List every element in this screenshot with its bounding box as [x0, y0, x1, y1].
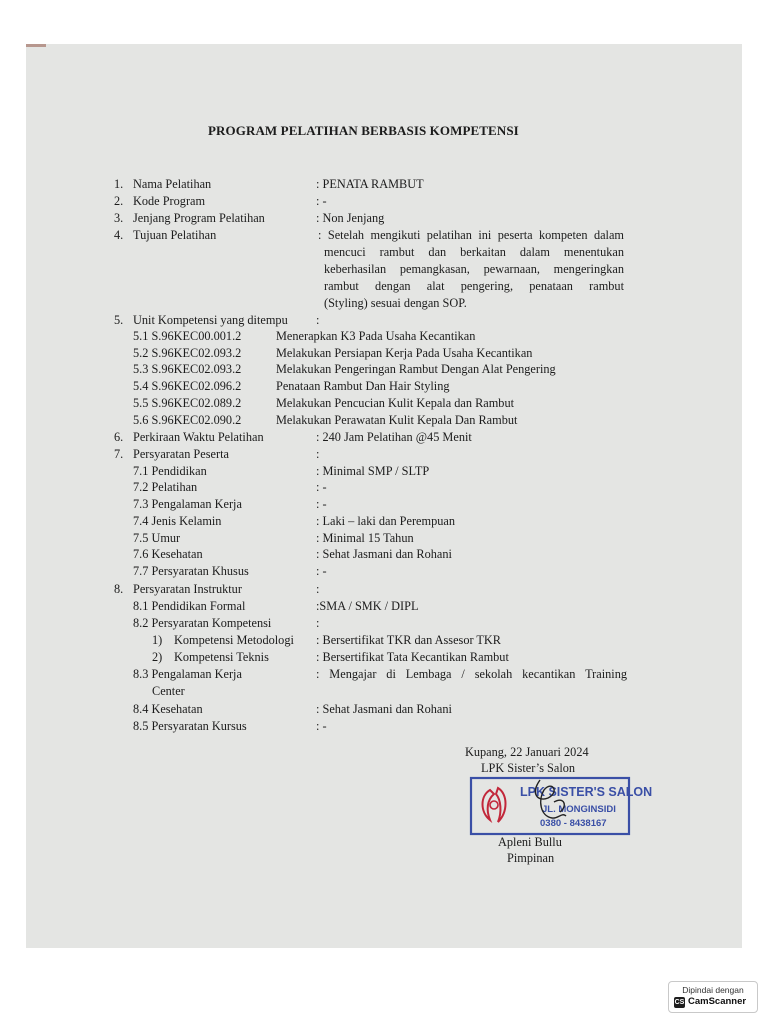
signatory-role: Pimpinan	[507, 851, 555, 865]
stamp-emblem-icon	[483, 788, 506, 822]
camscanner-badge	[668, 981, 758, 1013]
camscanner-icon: CS	[674, 999, 685, 1006]
document-title: PROGRAM PELATIHAN BERBASIS KOMPETENSI	[208, 123, 519, 138]
tujuan-paragraph: : Setelah mengikuti pelatihan ini peserta kompeten dalam mencuci rambut dan berkaitan dalam menentukan keberhasilan pemangkasan, pewarnaan, mengeringkan rambut dengan alat pengering, penataan rambut (Styling) sesuai dengan SOP.	[318, 228, 624, 310]
page-edge-mark	[26, 44, 46, 47]
scanner-brand: CamScanner	[688, 996, 747, 1007]
stamp-line-2: JL. MONGINSIDI	[542, 804, 616, 815]
scanner-caption: Dipindai dengan	[682, 985, 744, 995]
signature-place-date: Kupang, 22 Januari 2024	[465, 745, 589, 759]
stamp-line-1: LPK SISTER'S SALON	[520, 785, 653, 799]
stamp-line-3: 0380 - 8438167	[540, 818, 607, 829]
signatory-name: Apleni Bullu	[498, 835, 562, 849]
signature-organization: LPK Sister’s Salon	[481, 761, 576, 775]
organization-stamp	[468, 772, 653, 838]
